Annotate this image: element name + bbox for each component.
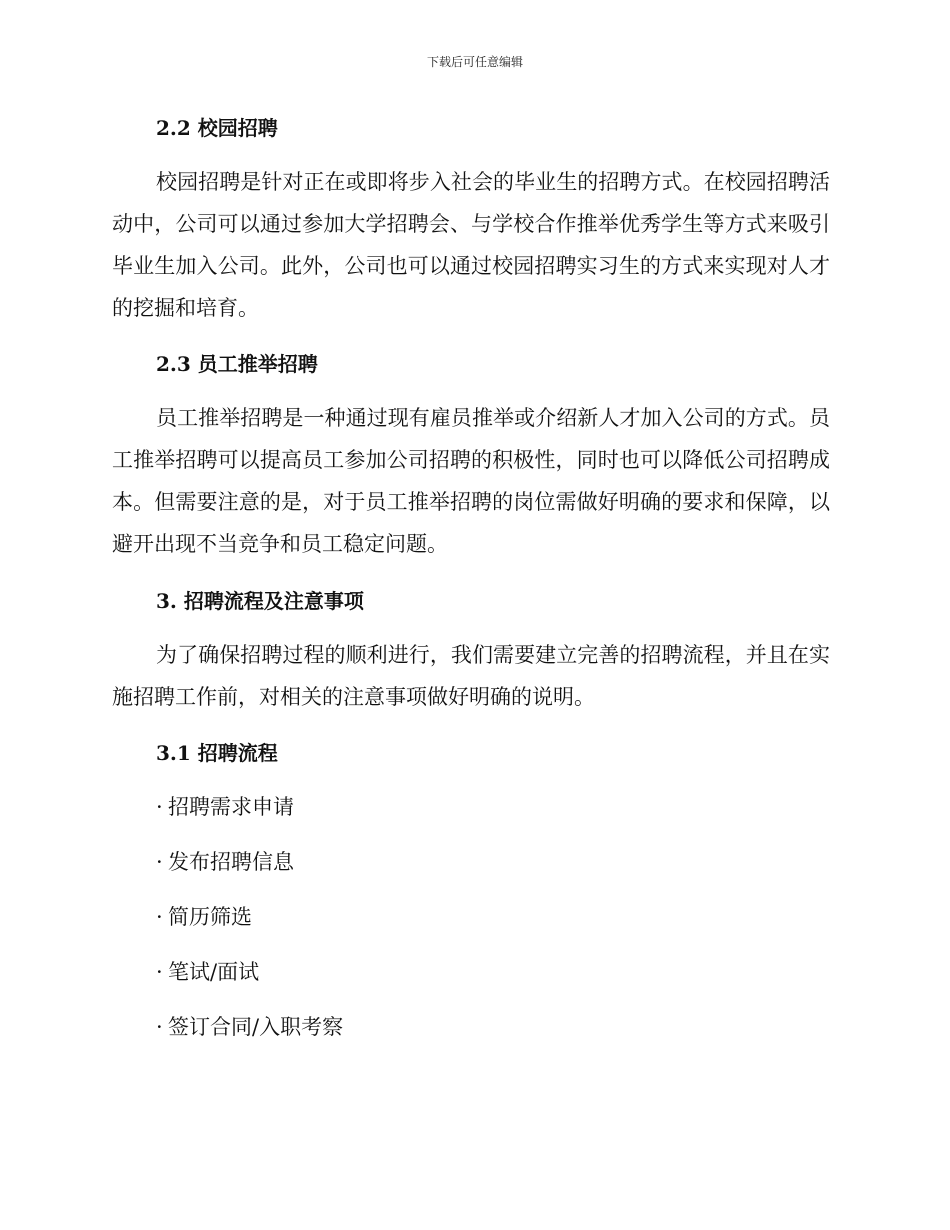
list-item-label: 签订合同/入职考察	[168, 1015, 344, 1039]
section-paragraph-employee-referral: 员工推举招聘是一种通过现有雇员推举或介绍新人才加入公司的方式。员工推举招聘可以提高员工参加公司招聘的积极性，同时也可以降低公司招聘成本。但需要注意的是，对于员工推举招聘的岗位需做好明确的要求和保障，以避开出现不当竞争和员工稳定问题。	[112, 406, 830, 556]
page-header-note: 下载后可任意编辑	[426, 55, 523, 69]
bullet-marker: ·	[156, 1015, 163, 1039]
section-paragraph-recruitment-process-notes: 为了确保招聘过程的顺利进行，我们需要建立完善的招聘流程，并且在实施招聘工作前，对相关的注意事项做好明确的说明。	[112, 643, 830, 709]
section-heading-recruitment-process: 3.1 招聘流程	[156, 741, 278, 765]
list-item-label: 简历筛选	[168, 905, 252, 929]
list-item-label: 发布招聘信息	[168, 850, 294, 874]
list-item-label: 招聘需求申请	[168, 795, 294, 819]
section-paragraph-campus-recruitment: 校园招聘是针对正在或即将步入社会的毕业生的招聘方式。在校园招聘活动中，公司可以通过参加大学招聘会、与学校合作推举优秀学生等方式来吸引毕业生加入公司。此外，公司也可以通过校园招聘实习生的方式来实现对人才的挖掘和培育。	[112, 170, 830, 320]
section-heading-campus-recruitment: 2.2 校园招聘	[156, 116, 278, 140]
bullet-marker: ·	[156, 850, 163, 874]
list-item-label: 笔试/面试	[168, 960, 260, 984]
bullet-marker: ·	[156, 905, 163, 929]
list-item	[156, 1013, 343, 1041]
bullet-marker: ·	[156, 795, 163, 819]
list-item	[156, 848, 294, 876]
section-heading-recruitment-process-notes: 3. 招聘流程及注意事项	[156, 589, 364, 613]
list-item	[156, 903, 252, 931]
bullet-marker: ·	[156, 960, 163, 984]
list-item	[156, 958, 259, 986]
section-heading-employee-referral: 2.3 员工推举招聘	[156, 352, 318, 376]
list-item	[156, 793, 294, 821]
